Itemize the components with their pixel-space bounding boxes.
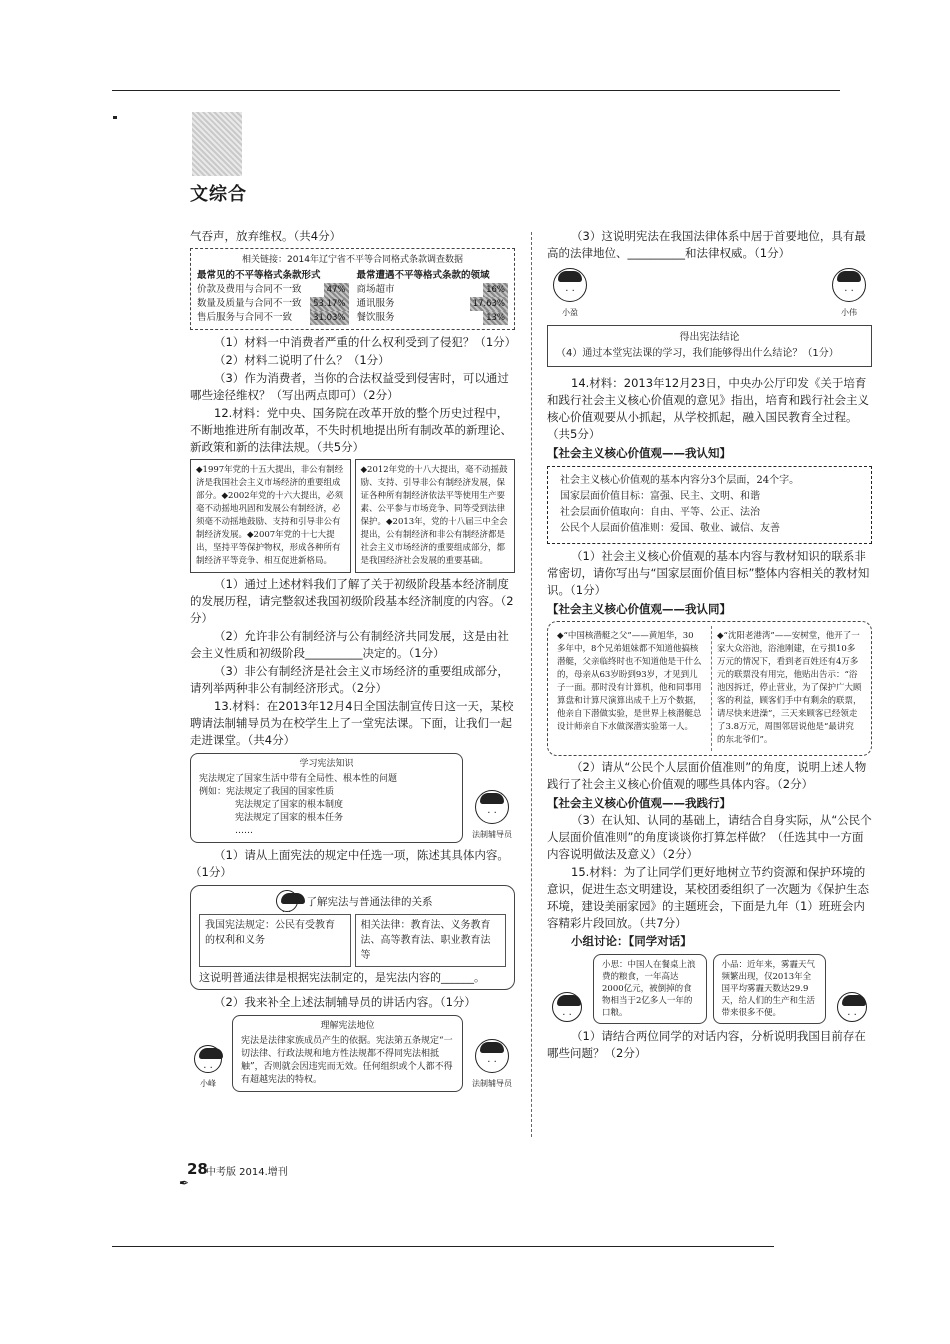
rbox-header [199,890,506,914]
question: （1）材料一中消费者严重的什么权利受到了侵犯？（1分） [214,335,517,349]
person-icon [475,1039,509,1073]
sub-heading: 【社会主义核心价值观——我认同】 [547,602,731,616]
question: （1）请从上面宪法的规定中任选一项，陈述其具体内容。（1分） [190,848,509,879]
rbox-line: 这说明普通法律是根据宪法制定的，是宪法内容的______。 [199,971,485,984]
section-logo [192,112,242,176]
policy-note-right: ◆2012年党的十八大提出，毫不动摇鼓励、支持、引导非公有制经济发展，保证各种所有制经济依法平等使用生产要素、公平参与市场竞争、同等受到法律保护。◆2013年，党的十八届三中全会提出，公有制经济和非公有制经济都是社会主义市场经济的重要组成部分，都是我国经济社会发展的重要基础。 [355,459,516,573]
speech-bubble [190,753,463,843]
question: 12.材料：党中央、国务院在改革开放的整个历史过程中，不断地推进所有制改革，不失时机地提出所有制改革的新理论、新政策和新的法律法规。（共5分） [190,406,512,454]
cell-value: 31.03% [310,311,348,325]
table-header: 最常遭遇不平等格式条款的领域 [356,270,490,281]
question: （2）材料二说明了什么？（1分） [214,353,390,367]
question: （3）这说明宪法在我国法律体系中居于首要地位，具有最高的法律地位、__________和法律权威。（1分） [547,229,866,260]
question: （2）允许非公有制经济与公有制经济共同发展，这是由社会主义性质和初级阶段__________决定的。（1分） [190,629,509,660]
cell-value: 16% [483,283,508,297]
question: （1）社会主义核心价值观的基本内容与教材知识的联系非常密切，请你写出与“国家层面价值目标”整体内容相关的教材知识。（1分） [547,549,870,597]
scene-constitution-status [190,1015,515,1092]
cell-label: 价款及费用与合同不一致 [197,284,302,295]
rbox-cell: 我国宪法规定：公民有受教育的权利和义务 [199,914,351,967]
question: （2）我来补全上述法制辅导员的讲话内容。（1分） [214,995,476,1009]
person-icon [552,992,582,1022]
core-values-box [547,466,872,544]
teacher-figure [469,790,515,843]
teacher-figure [273,890,301,914]
cell-value: 47% [324,283,349,297]
policy-notes [190,459,515,573]
bubble-title: 学习宪法知识 [299,759,354,769]
speech-bubble: 小思：中国人在餐桌上浪费的粮食，一年高达2000亿元，被倒掉的食物相当于2亿多人一年的口粮。 [593,954,707,1024]
story-right: ◆“沈阳老港湾”——安树堂，他开了一家大众浴池，浴池刚建，在亏损10多万元的情况下，看到老百姓还有4万多元的联票没有用完，他贴出告示：“浴池因拆迁，停止营业，为了保护广大顾客的利益，顾客们手中有剩余的联票，请尽快来进澡”，三天来顾客已经领走了3.8万元，周围邻居说他是“最讲究的东北爷们”。 [711,626,867,751]
figure-label: 小峰 [200,1079,216,1088]
student-figure [826,268,872,321]
cell-label: 商场超市 [356,284,395,295]
values-line: 公民个人层面价值准则：爱国、敬业、诚信、友善 [560,523,780,534]
cell-label: 数量及质量与合同不一致 [197,298,302,309]
corner-mark [113,116,117,119]
teacher-figure [469,1039,515,1092]
question: （4）通过本堂宪法课的学习，我们能够得出什么结论？（1分） [556,348,839,359]
scene-law-relation [190,885,515,990]
group-discussion-label: 小组讨论：【同学对话】 [571,934,692,948]
bubble-text: 宪法是法律家族成员产生的依据。宪法第五条规定“一切法律、行政法规和地方性法规都不得同宪法相抵触”，否则就会因违宪而无效。任何组织或个人都不得有超越宪法的特权。 [241,1036,453,1085]
question: 13.材料：在2013年12月4日全国法制宣传日这一天，某校聘请法制辅导员为在校学生上了一堂宪法课。下面，让我们一起走进课堂。（共4分） [190,699,514,747]
table-cell [357,283,509,297]
student-figure [547,992,587,1024]
survey-table-grid [197,269,508,325]
question: （1）请结合两位同学的对话内容，分析说明我国目前存在哪些问题？（2分） [547,1029,866,1060]
table-cell [357,297,509,311]
bubble-line: 宪法规定了国家的根本制度 [235,800,344,810]
table-cell [197,297,349,311]
question: （3）作为消费者，当你的合法权益受到侵害时，可以通过哪些途径维权？（写出两点即可）（2分） [190,371,509,402]
dialogue-figures [547,268,872,321]
student-figure [832,992,872,1024]
bubble-line: 宪法规定了国家的根本任务 [235,813,344,823]
dialogue-scene [547,954,872,1024]
bottom-rule [112,1246,774,1247]
values-line: 国家层面价值目标：富强、民主、文明、和谐 [560,491,760,502]
table-cell [197,311,349,325]
rbox-cell: 相关法律：教育法、义务教育法、高等教育法、职业教育法等 [355,914,507,967]
figure-label: 小盈 [562,308,578,317]
bubble-line: 宪法规定了国家生活中带有全局性、根本性的问题 [199,774,398,784]
footer-label: 中考版 2014.增刊 [206,1167,288,1178]
story-box [547,621,872,756]
values-line: 社会主义核心价值观的基本内容分3个层面，24个字。 [560,475,800,486]
question: 14.材料：2013年12月23日，中央办公厅印发《关于培育和践行社会主义核心价值观的意见》指出，培育和践行社会主义核心价值观要从小抓起，从学校抓起，融入国民教育全过程。（共5分） [547,376,869,441]
paragraph: 气吞声，放弃维权。（共4分） [190,229,342,243]
page-number: 28 [187,1160,208,1178]
bubble-line: 例如：宪法规定了我国的国家性质 [199,787,335,797]
student-figure [547,268,593,321]
brush-icon: ✒ [179,1176,190,1190]
conclusion-box [547,325,872,367]
figure-label: 小伟 [841,308,857,317]
cell-label: 通讯服务 [356,298,395,309]
person-icon [475,790,509,824]
policy-note-left: ◆1997年党的十五大提出，非公有制经济是我国社会主义市场经济的重要组成部分。◆2002年党的十六大提出，必须毫不动摇地巩固和发展公有制经济，必须毫不动摇地鼓励、支持和引导非公有制经济发展。◆2007年党的十七大提出，坚持平等保护物权，形成各种所有制经济平等竞争、相互促进新格局。 [190,459,351,573]
question: （3）在认知、认同的基础上，请结合自身实际，从“公民个人层面价值准则”的角度谈谈你打算怎样做？（任选其中一方面内容说明做法及意义）（2分） [547,813,872,861]
left-column [190,228,515,1096]
bubble-title: 理解宪法地位 [320,1021,375,1031]
story-left: ◆“中国核潜艇之父”——黄旭华，30多年中，8个兄弟姐妹都不知道他搞核潜艇，父亲临终时也不知道他是干什么的，母亲从63岁盼到93岁，才见到儿子一面。那时没有计算机，他和同事用算盘和计算尺演算出成千上万个数据，他亲自下潜做实验，是世界上核潜艇总设计师亲自下水做深潜实验第一人。 [557,631,702,732]
question: 15.材料：为了让同学们更好地树立节约资源和保护环境的意识，促进生态文明建设，某校团委组织了一次题为《保护生态环境，建设美丽家园》的主题班会，下面是九年（1）班班会内容精彩片段回放。（共7分） [547,865,869,930]
scene-learn-constitution [190,753,515,843]
sub-heading: 【社会主义核心价值观——我认知】 [547,446,731,460]
table-cell [197,283,349,297]
cell-value: 53.17% [310,297,348,311]
sub-heading: 【社会主义核心价值观——我践行】 [547,796,731,810]
rbox-cells [199,914,506,967]
person-icon [832,268,866,302]
speech-bubble [232,1015,463,1092]
person-icon [553,268,587,302]
section-title: 文综合 [190,184,247,205]
top-rule [112,90,840,91]
cell-label: 售后服务与合同不一致 [197,312,293,323]
table-cell [357,311,509,325]
column-divider [531,232,532,1137]
right-column [547,228,872,1063]
rbox-title: 了解宪法与普通法律的关系 [306,895,433,908]
conclusion-title: 得出宪法结论 [679,332,740,343]
question: （2）请从“公民个人层面价值准则”的角度，说明上述人物践行了社会主义核心价值观的哪些具体内容。（2分） [547,760,867,791]
cell-value: 13% [483,311,508,325]
survey-table-title: 相关链接：2014年辽宁省不平等合同格式条款调查数据 [242,255,463,265]
survey-table [190,248,515,330]
question: （1）通过上述材料我们了解了关于初级阶段基本经济制度的发展历程，请完整叙述我国初级阶段基本经济制度的内容。（2分） [190,577,514,625]
question: （3）非公有制经济是社会主义市场经济的重要组成部分，请列举两种非公有制经济形式。（2分） [190,664,509,695]
cell-value: 17.63% [470,297,508,311]
speech-bubble: 小品：近年来，雾霾天气频繁出现，仅2013年全国平均雾霾天数达29.9天，给人们的生产和生活带来很多不便。 [713,954,827,1024]
person-icon [276,890,298,912]
student-figure [190,1045,226,1092]
person-icon [837,992,867,1022]
bubble-line: …… [235,826,253,836]
figure-label: 法制辅导员 [472,1079,512,1088]
table-header: 最常见的不平等格式条款形式 [197,270,321,281]
values-line: 社会层面价值取向：自由、平等、公正、法治 [560,507,760,518]
figure-label: 法制辅导员 [472,830,512,839]
cell-label: 餐饮服务 [356,312,395,323]
person-icon [194,1045,222,1073]
